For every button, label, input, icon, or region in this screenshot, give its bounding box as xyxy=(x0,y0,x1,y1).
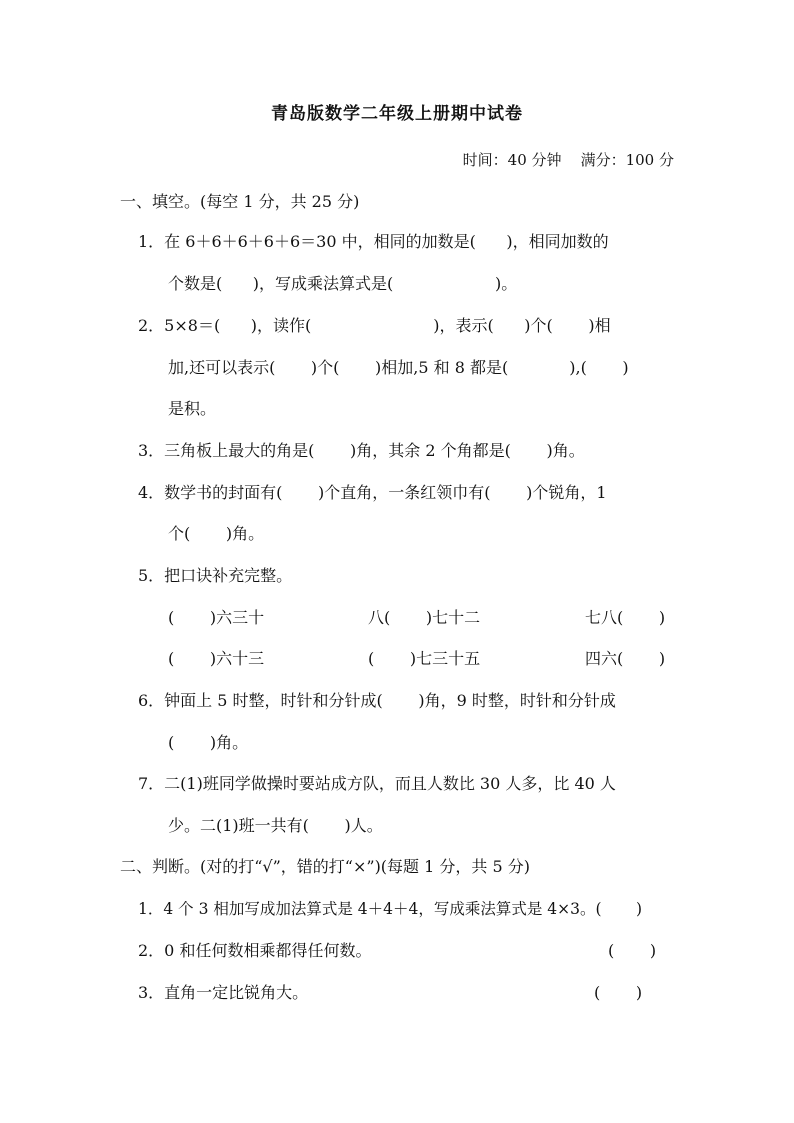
question-7-line-2: 少。二(1)班一共有( )人。 xyxy=(168,816,383,835)
question-2-line-1: 2．5×8＝( )，读作( )，表示( )个( )相 xyxy=(138,316,611,335)
question-7-line-1: 7．二(1)班同学做操时要站成方队，而且人数比 30 人多，比 40 人 xyxy=(138,774,616,793)
judge-question-2-blank: ( ) xyxy=(608,941,657,960)
question-4-line-2: 个( )角。 xyxy=(168,524,265,543)
q5-row1-item3: 七八( ) xyxy=(585,608,666,627)
question-6-line-1: 6．钟面上 5 时整，时针和分针成( )角，9 时整，时针和分针成 xyxy=(138,691,616,710)
q5-row2-item3: 四六( ) xyxy=(585,649,666,668)
question-3: 3．三角板上最大的角是( )角，其余 2 个角都是( )角。 xyxy=(138,441,585,460)
question-1-line-1: 1．在 6＋6＋6＋6＋6＝30 中，相同的加数是( )，相同加数的 xyxy=(138,232,609,251)
question-2-line-2: 加,还可以表示( )个( )相加,5 和 8 都是( ),( ) xyxy=(168,358,629,377)
q5-row1-item1: ( )六三十 xyxy=(168,608,265,627)
question-1-line-2: 个数是( )，写成乘法算式是( )。 xyxy=(168,274,518,293)
page-title: 青岛版数学二年级上册期中试卷 xyxy=(271,104,523,124)
judge-question-1: 1．4 个 3 相加写成加法算式是 4＋4＋4，写成乘法算式是 4×3。( ) xyxy=(138,900,643,918)
q5-row2-item2: ( )七三十五 xyxy=(368,649,481,668)
judge-question-3-blank: ( ) xyxy=(594,983,643,1002)
question-5: 5．把口诀补充完整。 xyxy=(138,566,293,585)
judge-question-2: 2．0 和任何数相乘都得任何数。 xyxy=(138,941,372,960)
section-1-heading: 一、填空。(每空 1 分，共 25 分) xyxy=(120,192,360,211)
question-4-line-1: 4．数学书的封面有( )个直角，一条红领巾有( )个锐角，1 xyxy=(138,483,607,502)
question-2-line-3: 是积。 xyxy=(168,399,217,418)
q5-row2-item1: ( )六十三 xyxy=(168,649,265,668)
q5-row1-item2: 八( )七十二 xyxy=(368,608,481,627)
exam-meta: 时间：40 分钟 满分：100 分 xyxy=(462,151,674,169)
section-2-heading: 二、判断。(对的打“√”，错的打“×”)(每题 1 分，共 5 分) xyxy=(120,857,530,876)
question-6-line-2: ( )角。 xyxy=(168,733,249,752)
judge-question-3: 3．直角一定比锐角大。 xyxy=(138,983,309,1002)
